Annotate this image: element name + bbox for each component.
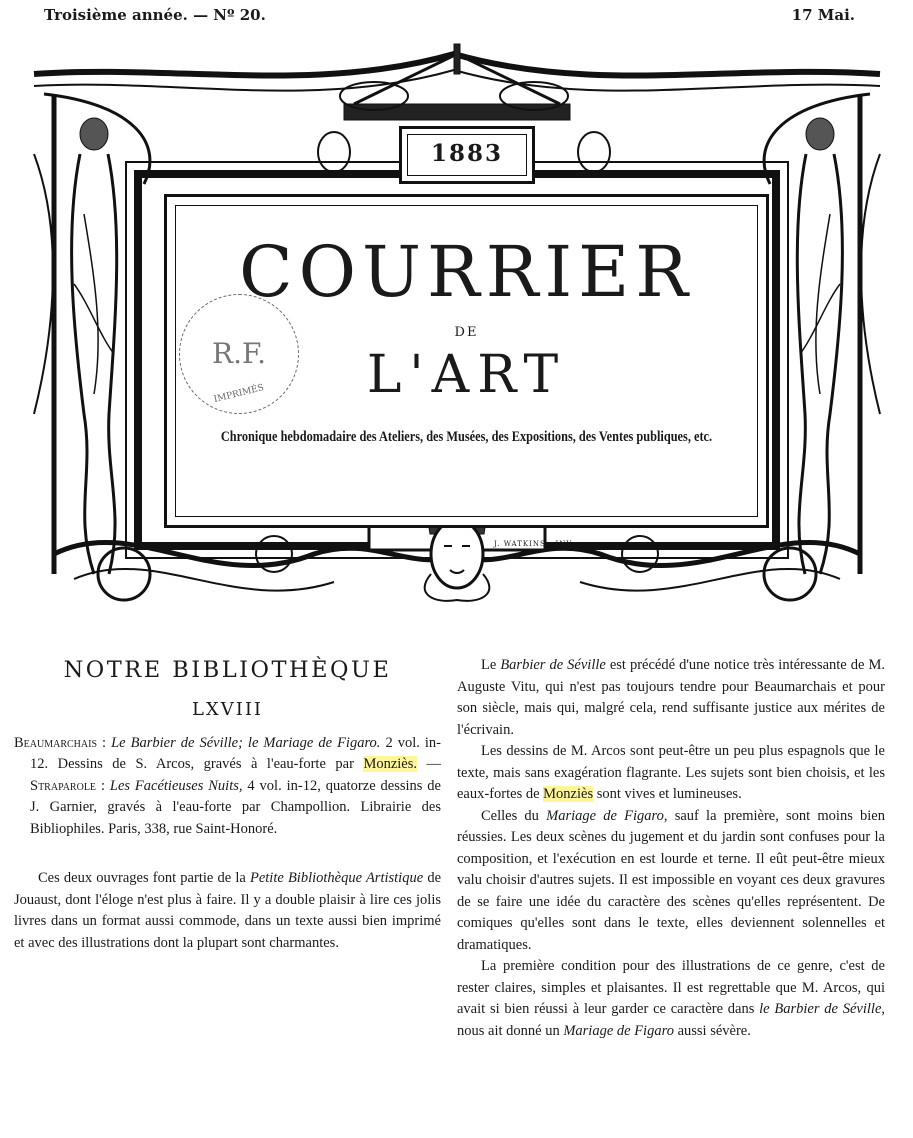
library-stamp xyxy=(179,294,299,414)
stamp-label: IMPRIMÉS xyxy=(212,382,265,406)
issue-number: Troisième année. — Nº 20. xyxy=(44,6,266,24)
work-title: Le Barbier de Séville; le Mariage de Figaro. xyxy=(111,734,381,751)
masthead-title: COURRIER xyxy=(239,231,694,313)
section-number: LXVIII xyxy=(191,699,264,720)
author-name: Straparole xyxy=(30,777,97,794)
masthead-subtitle: Chronique hebdomadaire des Ateliers, des Musées, des Expositions, des Ventes publiques, etc. xyxy=(220,429,713,445)
article-left-column xyxy=(14,655,441,954)
paragraph: Les dessins de M. Arcos sont peut-être un peu plus espagnols que le texte, mais sans exagération flagrante. Les sujets sont bien choisis, et les eaux-fortes de Monziès sont vives et lumineuses. xyxy=(457,743,885,802)
bibliographic-entry: Beaumarchais : Le Barbier de Séville; le Mariage de Figaro. 2 vol. in-12. Dessins de S. Arcos, gravés à l'eau-forte par Monziès. — Straparole : Les Facétieuses Nuits, 4 vol. in-12, quatorze dessins de J. Garnier, gravés à l'eau-forte par Champollion. Librairie des Bibliophiles. Paris, 338, rue Saint-Honoré. xyxy=(14,734,442,837)
stamp-monogram: R.F. xyxy=(212,337,266,370)
highlight-monzies: Monziès xyxy=(543,786,594,802)
author-name: Beaumarchais xyxy=(14,734,98,751)
masthead-engraving xyxy=(14,34,900,614)
highlight-monzies: Monziès. xyxy=(363,756,417,772)
work-title: Les Facétieuses Nuits, xyxy=(109,777,243,794)
masthead-title-de: DE xyxy=(454,325,479,340)
paragraph: Ces deux ouvrages font partie de la Petite Bibliothèque Artistique de Jouaust, dont l'éloge n'est plus à faire. Il y a double plaisir à lire ces jolis livres dans un format aussi commode, dans un texte aussi bien imprimé et avec des illustrations dont la plupart sont charmantes. xyxy=(14,870,442,951)
paragraph: La première condition pour des illustrations de ce genre, c'est de rester claires, simples et plaisantes. Il est regrettable que M. Arcos, qui avait si bien réussi à leur garder ce caractère dans le Barbier de Séville, nous ait donné un Mariage de Figaro aussi sévère. xyxy=(457,958,886,1039)
engraver-signature: J. WATKINS · INV. xyxy=(494,540,575,548)
article-right-column xyxy=(457,655,885,1042)
year-plaque xyxy=(399,126,535,184)
section-title: NOTRE BIBLIOTHÈQUE xyxy=(63,657,392,683)
paragraph: Le Barbier de Séville est précédé d'une notice très intéressante de M. Auguste Vitu, qui n'est pas toujours tendre pour Beaumarchais et pour son siècle, mais qui, malgré cela, rend suffisante justice aux mérites de l'écrivain. xyxy=(457,657,885,738)
year-text: 1883 xyxy=(407,134,527,176)
masthead-title-art: L'ART xyxy=(366,345,567,405)
paragraph: Celles du Mariage de Figaro, sauf la première, sont moins bien réussies. Les deux scènes du jugement et du jardin sont confuses pour la composition, et l'exécution en est lourde et terne. Il eût peut-être mieux valu choisir d'autres sujets. Il est impossible en voyant ces deux gravures de se faire une idée du caractère des scènes qu'elles représentent. De comiques qu'elles sont dans le texte, elles deviennent solennelles et dramatiques. xyxy=(457,807,885,953)
issue-date: 17 Mai. xyxy=(791,6,855,24)
